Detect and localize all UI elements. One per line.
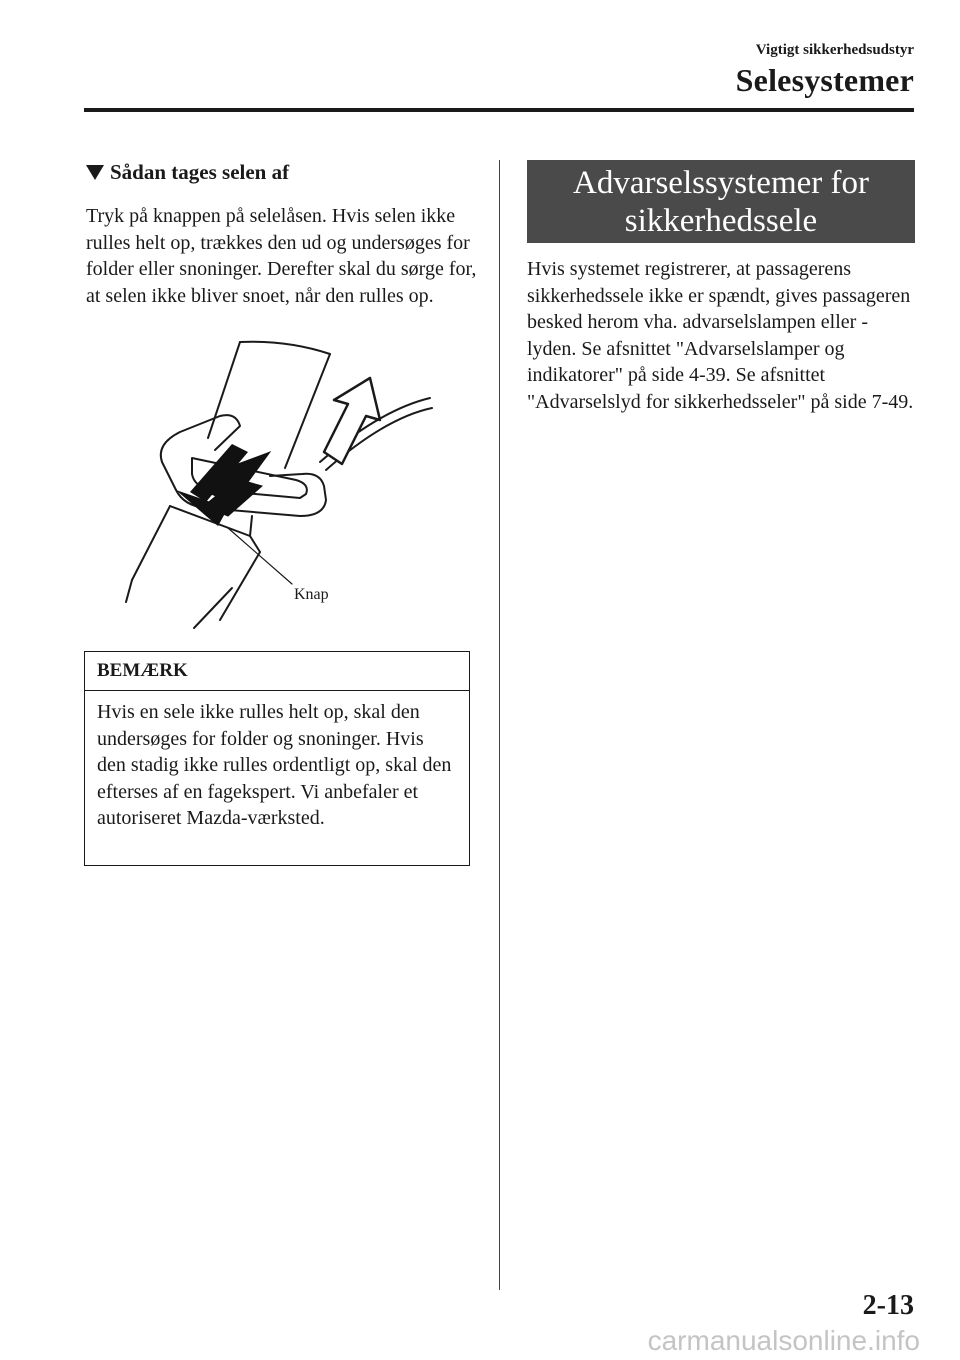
watermark: carmanualsonline.info	[647, 1325, 920, 1356]
section-banner	[527, 160, 915, 243]
section-banner-title: Advarselssystemer for sikkerhedssele	[572, 164, 869, 239]
button-callout-label: Knap	[294, 586, 329, 603]
seatbelt-buckle-illustration	[120, 340, 450, 630]
triangle-down-icon	[86, 165, 104, 180]
note-box	[84, 651, 470, 866]
header-section-label: Vigtigt sikkerhedsudstyr	[755, 42, 914, 58]
section-heading	[86, 160, 289, 185]
note-title: BEMÆRK	[85, 652, 469, 691]
page-title: Selesystemer	[735, 62, 914, 98]
instruction-paragraph: Tryk på knappen på selelåsen. Hvis selen ikke rulles helt op, trækkes den ud og undersøges for folder eller snoninger. Derefter skal du sørge for, at selen ikke bliver snoet, når den rulles op.	[86, 205, 477, 307]
warning-system-paragraph: Hvis systemet registrerer, at passagerens sikkerhedssele ikke er spændt, gives passageren besked herom vha. advarselslampen eller -lyden. Se afsnittet "Advarselslamper og indikatorer" på side 4-39. Se afsnittet "Advarselslyd for sikkerhedsseler" på side 7-49.	[527, 258, 914, 413]
section-heading-text: Sådan tages selen af	[110, 160, 290, 184]
note-body: Hvis en sele ikke rulles helt op, skal den undersøges for folder og snoninger. Hvis den stadig ikke rulles ordentligt op, skal den efterses af en fagekspert. Vi anbefaler et autoriseret Mazda-værksted.	[97, 701, 452, 829]
page-number: 2-13	[862, 1290, 914, 1321]
header-divider	[84, 108, 914, 112]
column-divider	[499, 160, 500, 1290]
